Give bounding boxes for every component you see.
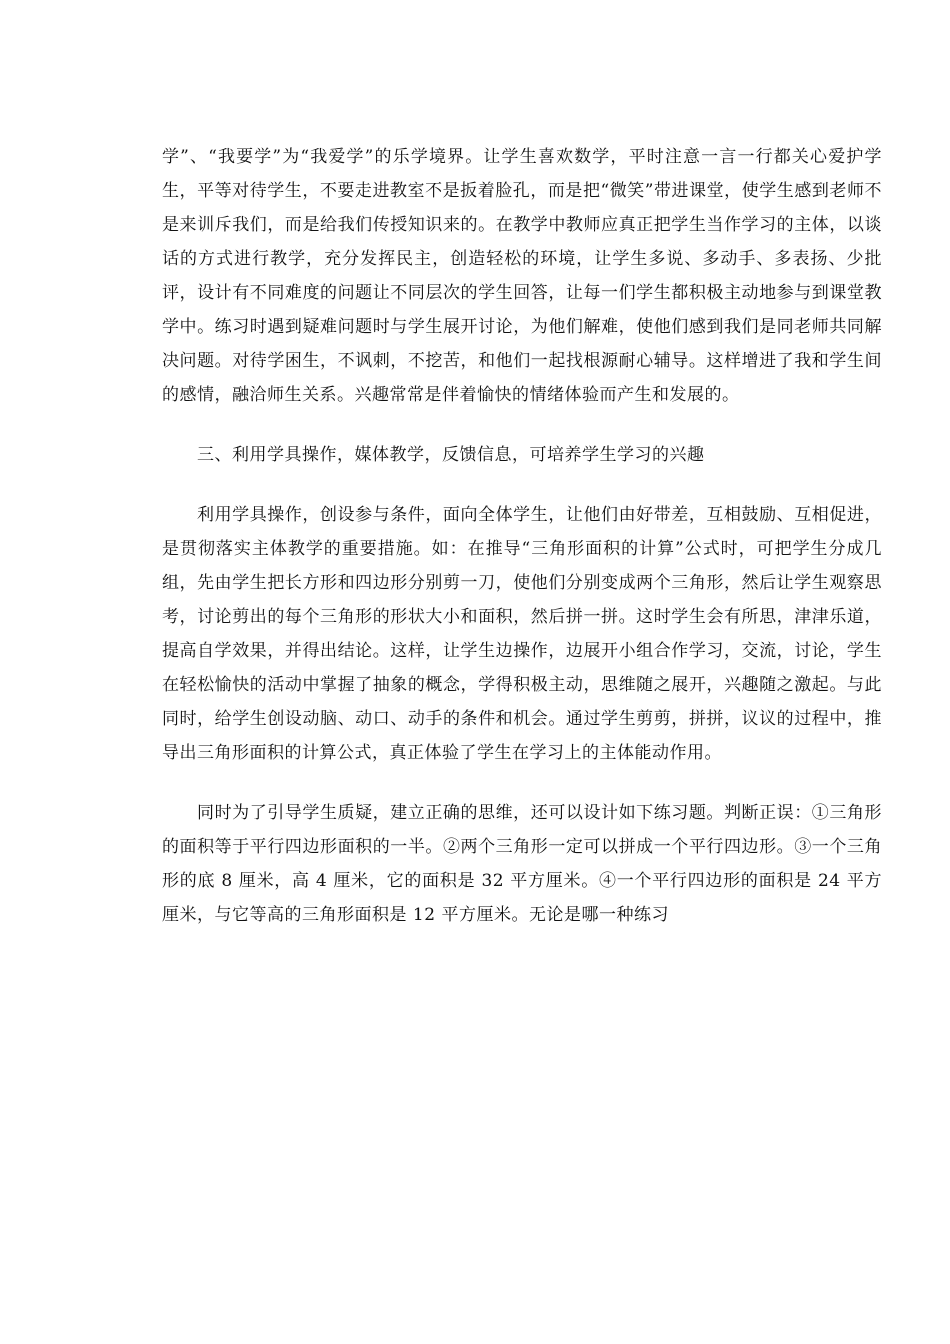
section-heading-three: 三、利用学具操作，媒体教学，反馈信息，可培养学生学习的兴趣 bbox=[197, 445, 705, 465]
paragraph-learning-tools: 利用学具操作，创设参与条件，面向全体学生，让他们由好带差，互相鼓励、互相促进，是贯彻落实主体教学的重要措施。如：在推导“三角形面积的计算”公式时，可把学生分成几组，先由学生把长方形和四边形分别剪一刀，使他们分别变成两个三角形，然后让学生观察思考，讨论剪出的每个三角形的形状大小和面积，然后拼一拼。这时学生会有所思，津津乐道，提高自学效果，并得出结论。这样，让学生边操作，边展开小组合作学习，交流，讨论，学生在轻松愉快的活动中掌握了抽象的概念，学得积极主动，思维随之展开，兴趣随之激起。与此同时，给学生创设动脑、动口、动手的条件和机会。通过学生剪剪，拼拼，议议的过程中，推导出三角形面积的计算公式，真正体验了学生在学习上的主体能动作用。 bbox=[162, 505, 882, 763]
paragraph-exercise-questions: 同时为了引导学生质疑，建立正确的思维，还可以设计如下练习题。判断正误：①三角形的面积等于平行四边形面积的一半。②两个三角形一定可以拼成一个平行四边形。③一个三角形的底 8 厘米，高 4 厘米，它的面积是 32 平方厘米。④一个平行四边形的面积是 24 平方厘米，与它等高的三角形面积是 12 平方厘米。无论是哪一种练习 bbox=[162, 803, 882, 925]
document-page bbox=[162, 140, 882, 932]
paragraph-teacher-student-relationship: 学”、“我要学”为“我爱学”的乐学境界。让学生喜欢数学，平时注意一言一行都关心爱护学生，平等对待学生，不要走进教室不是扳着脸孔，而是把“微笑”带进课堂，使学生感到老师不是来训斥我们，而是给我们传授知识来的。在教学中教师应真正把学生当作学习的主体，以谈话的方式进行教学，充分发挥民主，创造轻松的环境，让学生多说、多动手、多表扬、少批评，设计有不同难度的问题让不同层次的学生回答，让每一们学生都积极主动地参与到课堂教学中。练习时遇到疑难问题时与学生展开讨论，为他们解难，使他们感到我们是同老师共同解决问题。对待学困生，不讽刺，不挖苦，和他们一起找根源耐心辅导。这样增进了我和学生间的感情，融洽师生关系。兴趣常常是伴着愉快的情绪体验而产生和发展的。 bbox=[162, 147, 882, 405]
